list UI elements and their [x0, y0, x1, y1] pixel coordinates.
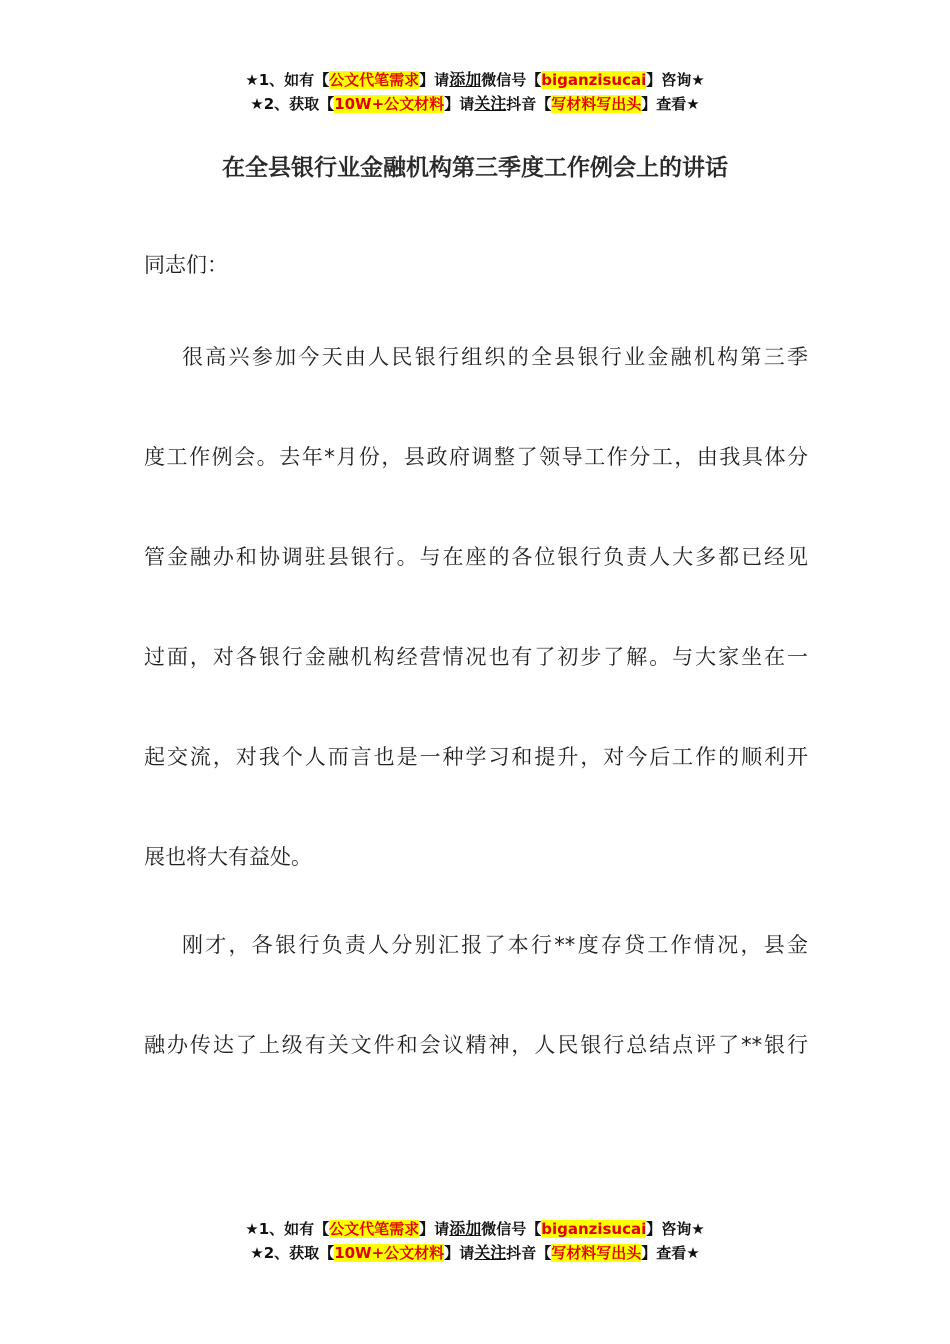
- banner-text: 】请: [419, 1220, 450, 1238]
- banner-emphasis: 关注: [474, 1243, 507, 1262]
- banner-highlight-douyin-id: 写材料写出头: [551, 95, 642, 113]
- banner-text: ★2、获取【: [250, 95, 335, 113]
- banner-text: 抖音【: [506, 95, 552, 113]
- paragraph-line: 刚才，各银行负责人分别汇报了本行**度存贷工作情况，县金: [182, 933, 808, 957]
- banner-emphasis: 添加: [449, 70, 482, 89]
- paragraph-line: 很高兴参加今天由人民银行组织的全县银行业金融机构第三季: [182, 345, 808, 369]
- banner-text: ★1、如有【: [245, 1220, 330, 1238]
- top-banner: [0, 68, 950, 116]
- banner-text: 】咨询★: [646, 71, 705, 89]
- paragraph-line: 融办传达了上级有关文件和会议精神，人民银行总结点评了**银行: [144, 1033, 808, 1057]
- banner-line-2: [0, 92, 950, 116]
- banner-text: 】请: [419, 71, 450, 89]
- bottom-banner: [0, 1217, 950, 1265]
- banner-line-1: [0, 1217, 950, 1241]
- banner-text: 微信号【: [481, 71, 542, 89]
- paragraph-line: 起交流，对我个人而言也是一种学习和提升，对今后工作的顺利开: [144, 745, 808, 769]
- banner-text: 】咨询★: [646, 1220, 705, 1238]
- banner-text: 】请: [444, 95, 475, 113]
- banner-highlight-douyin-id: 写材料写出头: [551, 1244, 642, 1262]
- banner-text: ★1、如有【: [245, 71, 330, 89]
- banner-text: 】请: [444, 1244, 475, 1262]
- paragraph-line: 管金融办和协调驻县银行。与在座的各位银行负责人大多都已经见: [144, 545, 808, 569]
- banner-emphasis: 关注: [474, 94, 507, 113]
- banner-text: 微信号【: [481, 1220, 542, 1238]
- body-paragraph-1: [144, 337, 808, 937]
- body-paragraph-2: [144, 925, 808, 1125]
- banner-text: 】查看★: [641, 95, 700, 113]
- banner-highlight: 10W+公文材料: [334, 95, 445, 113]
- paragraph-line: 过面，对各银行金融机构经营情况也有了初步了解。与大家坐在一: [144, 645, 808, 669]
- banner-emphasis: 添加: [449, 1219, 482, 1238]
- document-title: 在全县银行业金融机构第三季度工作例会上的讲话: [222, 155, 728, 181]
- banner-line-2: [0, 1241, 950, 1265]
- banner-highlight: 公文代笔需求: [329, 71, 420, 89]
- paragraph-line: 度工作例会。去年*月份，县政府调整了领导工作分工，由我具体分: [144, 445, 808, 469]
- banner-text: ★2、获取【: [250, 1244, 335, 1262]
- banner-highlight: 10W+公文材料: [334, 1244, 445, 1262]
- banner-highlight-wechat-id: biganzisucai: [541, 71, 647, 89]
- banner-text: 】查看★: [641, 1244, 700, 1262]
- banner-text: 抖音【: [506, 1244, 552, 1262]
- paragraph-line: 展也将大有益处。: [144, 845, 312, 869]
- banner-highlight-wechat-id: biganzisucai: [541, 1220, 647, 1238]
- salutation: 同志们：: [144, 253, 228, 277]
- banner-highlight: 公文代笔需求: [329, 1220, 420, 1238]
- banner-line-1: [0, 68, 950, 92]
